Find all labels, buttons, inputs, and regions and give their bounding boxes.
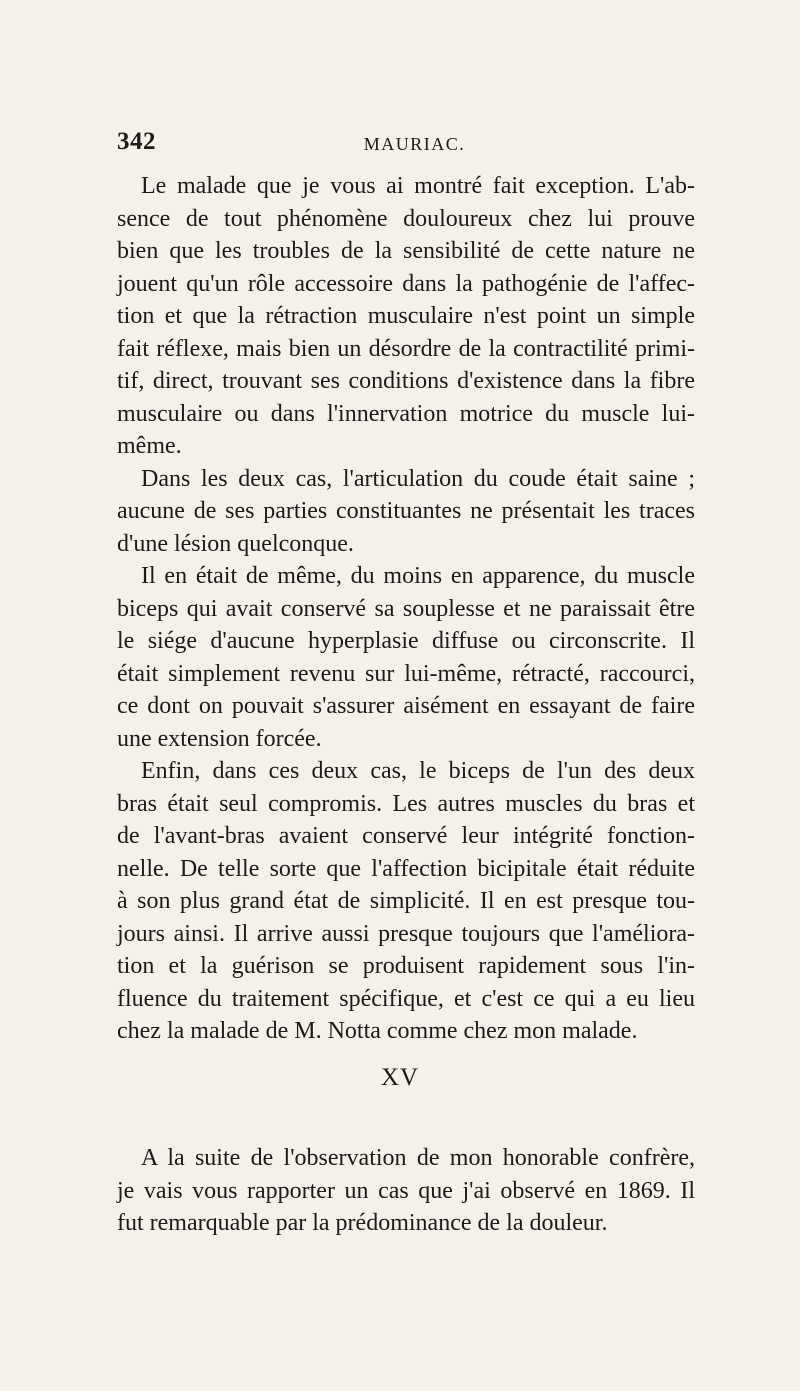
text-line: même. bbox=[117, 433, 182, 459]
text-line: fut remarquable par la prédominance de la douleur. bbox=[117, 1210, 608, 1236]
text-line: tion et que la rétraction musculaire n'est point un simple bbox=[117, 303, 695, 329]
text-line: sence de tout phénomène douloureux chez lui prouve bbox=[117, 205, 695, 232]
page-number: 342 bbox=[117, 128, 156, 155]
text-line: bien que les troubles de la sensibilité de cette nature ne bbox=[117, 238, 695, 264]
text-line: d'une lésion quelconque. bbox=[117, 530, 354, 557]
body-text-section-xv bbox=[117, 1142, 695, 1240]
text-line: je vais vous rapporter un cas que j'ai observé en 1869. Il bbox=[117, 1177, 695, 1204]
text-line: nelle. De telle sorte que l'affection bicipitale était réduite bbox=[117, 855, 695, 882]
text-line: de l'avant-bras avaient conservé leur intégrité fonction- bbox=[117, 823, 695, 849]
text-line: fluence du traitement spécifique, et c'est ce qui a eu lieu bbox=[117, 985, 695, 1012]
text-line: Enfin, dans ces deux cas, le biceps de l'un des deux bbox=[141, 758, 695, 784]
running-head: MAURIAC. bbox=[363, 134, 466, 154]
body-text bbox=[117, 170, 695, 1048]
text-line: le siége d'aucune hyperplasie diffuse ou circonscrite. Il bbox=[117, 628, 695, 654]
text-line: A la suite de l'observation de mon honorable confrère, bbox=[141, 1145, 695, 1171]
text-line: fait réflexe, mais bien un désordre de la contractilité primi- bbox=[117, 335, 695, 362]
text-line: ce dont on pouvait s'assurer aisément en essayant de faire bbox=[117, 693, 695, 719]
text-line: jours ainsi. Il arrive aussi presque toujours que l'améliora- bbox=[117, 920, 695, 947]
text-line: une extension forcée. bbox=[117, 725, 322, 752]
text-line: bras était seul compromis. Les autres muscles du bras et bbox=[117, 790, 695, 817]
text-line: Il en était de même, du moins en apparence, du muscle bbox=[141, 563, 695, 589]
text-line: chez la malade de M. Notta comme chez mon malade. bbox=[117, 1018, 638, 1044]
text-line: musculaire ou dans l'innervation motrice du muscle lui- bbox=[117, 400, 695, 427]
text-line: jouent qu'un rôle accessoire dans la pathogénie de l'affec- bbox=[117, 270, 695, 297]
text-line: Le malade que je vous ai montré fait exception. L'ab- bbox=[141, 173, 695, 199]
page-header bbox=[117, 128, 692, 162]
text-line: aucune de ses parties constituantes ne présentait les traces bbox=[117, 498, 695, 524]
text-line: tion et la guérison se produisent rapidement sous l'in- bbox=[117, 953, 695, 979]
section-heading: XV bbox=[380, 1064, 420, 1091]
text-line: Dans les deux cas, l'articulation du coude était saine ; bbox=[141, 465, 695, 492]
text-line: biceps qui avait conservé sa souplesse et ne paraissait être bbox=[117, 595, 695, 622]
text-line: était simplement revenu sur lui-même, rétracté, raccourci, bbox=[117, 660, 695, 687]
text-line: tif, direct, trouvant ses conditions d'existence dans la fibre bbox=[117, 368, 695, 394]
text-line: à son plus grand état de simplicité. Il en est presque tou- bbox=[117, 888, 695, 914]
